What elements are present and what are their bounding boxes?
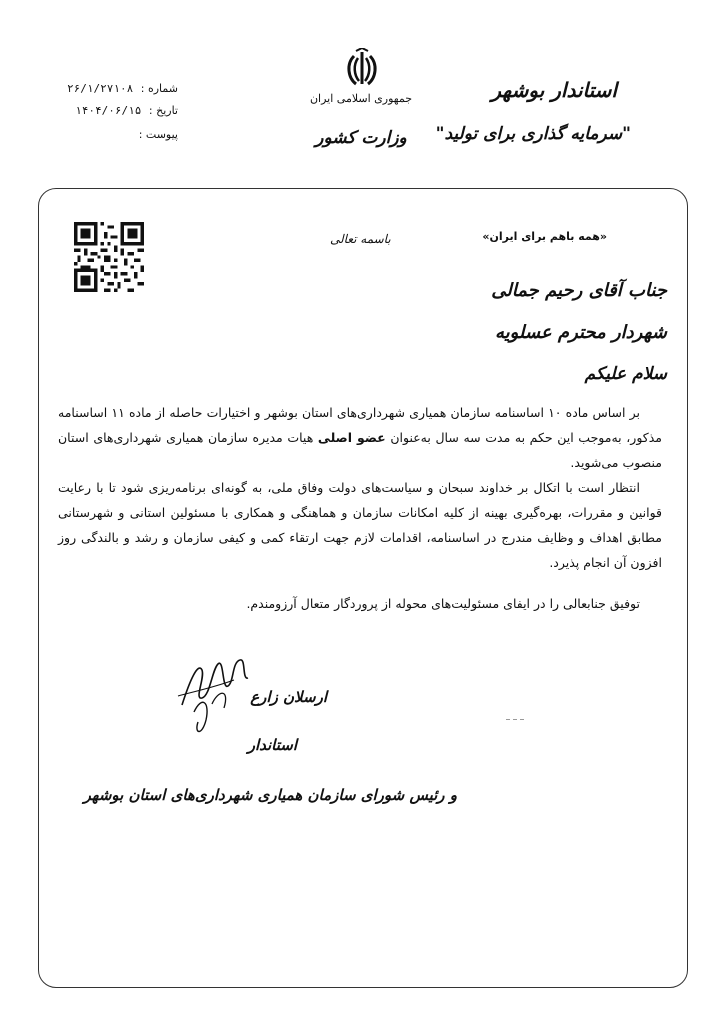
- letter-number-value: ۲۶/۱/۲۷۱۰۸: [67, 82, 134, 95]
- paragraph-appointment-bold: عضو اصلی: [317, 430, 386, 445]
- signatory-title: استاندار: [247, 736, 297, 754]
- paragraph-appointment-part1: بر اساس ماده ۱۰ اساسنامه سازمان همیاری شهرداری‌های استان بوشهر و اختیارات حاصله از ماده ۱۱ اساسنامه مذکور، به‌موجب این حکم به مدت سه سال به‌عنوان: [58, 405, 662, 445]
- greeting: سلام علیکم: [584, 364, 667, 384]
- signatory-name: ارسلان زارع: [250, 688, 327, 706]
- letter-date-label: تاریخ :: [148, 104, 178, 117]
- paragraph-wishes-text: توفیق جنابعالی را در ایفای مسئولیت‌های محوله از پروردگار متعال آرزومندم.: [246, 596, 640, 611]
- iran-emblem-icon: [340, 48, 384, 92]
- letter-attachment-label: پیوست :: [138, 128, 178, 141]
- paragraph-appointment: [58, 400, 662, 475]
- addressee-title: شهردار محترم عسلویه: [494, 322, 667, 343]
- letter-date-value: ۱۴۰۴/۰۶/۱۵: [75, 104, 142, 117]
- addressee-name: جناب آقای رحیم جمالی: [491, 280, 667, 301]
- invocation: باسمه تعالی: [330, 232, 391, 246]
- qr-code-icon[interactable]: [74, 222, 144, 292]
- signatory-role: و رئیس شورای سازمان همیاری شهرداری‌های استان بوشهر: [83, 786, 457, 804]
- paragraph-wishes: [58, 591, 662, 616]
- campaign-slogan: «همه باهم برای ایران»: [482, 230, 607, 243]
- letter-frame: [38, 188, 688, 988]
- handwritten-signature: [172, 650, 262, 740]
- organization-title: استاندار بوشهر: [491, 78, 617, 102]
- country-name: جمهوری اسلامی ایران: [309, 92, 413, 105]
- paragraph-expectations: [58, 475, 662, 575]
- letter-number-label: شماره :: [140, 82, 178, 95]
- letter-attachment: [28, 128, 178, 141]
- letter-number: [28, 82, 178, 95]
- faint-mark: [506, 718, 524, 721]
- letter-date: [28, 104, 178, 117]
- paragraph-appointment-part2: هیات مدیره سازمان همیاری شهرداری‌های استان منصوب می‌شوید.: [58, 430, 662, 470]
- organization-slogan: "سرمایه گذاری برای تولید": [435, 124, 631, 144]
- paragraph-expectations-text: انتظار است با اتکال بر خداوند سبحان و سیاست‌های دولت وفاق ملی، به گونه‌ای برنامه‌ریزی شود تا با رعایت قوانین و مقررات، بهره‌گیری بهینه از کلیه امکانات سازمان و هماهنگی و همکاری با مسئولین استانی و شهرستانی مطابق اهداف و وظایف مندرج در اساسنامه، اقدامات لازم جهت ارتقاء کمی و کیفی سازمان و رشد و بالندگی روز افزون آن انجام پذیرد.: [58, 480, 662, 570]
- ministry-name: وزارت کشور: [315, 128, 407, 148]
